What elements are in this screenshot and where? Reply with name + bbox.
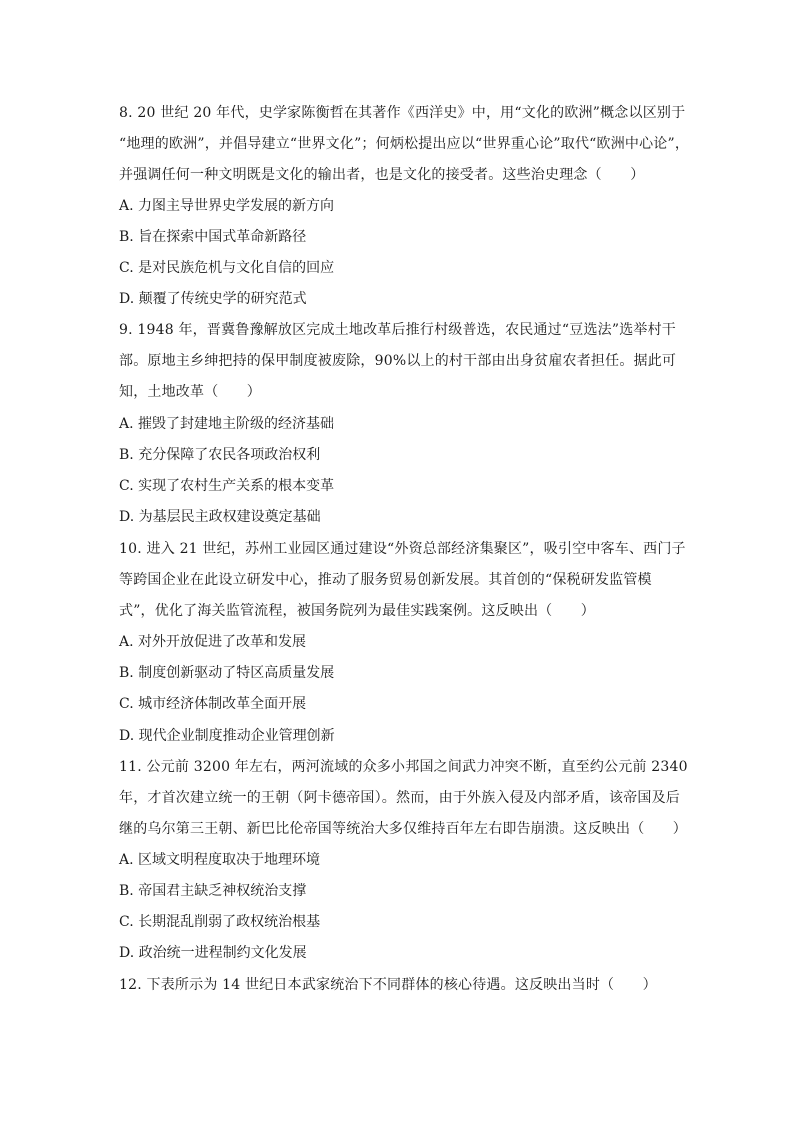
question-10-option-c: C. 城市经济体制改革全面开展 xyxy=(119,696,307,712)
question-9-line-1: 9. 1948 年，晋冀鲁豫解放区完成土地改革后推行村级普选，农民通过“豆选法”选举村干 xyxy=(119,322,676,338)
question-8-option-a: A. 力图主导世界史学发展的新方向 xyxy=(119,198,335,214)
question-8-option-b: B. 旨在探索中国式革命新路径 xyxy=(119,229,307,245)
question-9-option-d: D. 为基层民主政权建设奠定基础 xyxy=(119,509,321,525)
question-9-line-3: 知，土地改革（ ） xyxy=(119,384,261,400)
question-9-option-c: C. 实现了农村生产关系的根本变革 xyxy=(119,478,335,494)
question-11-option-a: A. 区域文明程度取决于地理环境 xyxy=(119,852,321,868)
question-9-line-2: 部。原地主乡绅把持的保甲制度被废除，90%以上的村干部由出身贫雇农者担任。据此可 xyxy=(119,353,677,369)
question-11-line-2: 年，才首次建立统一的王朝（阿卡德帝国）。然而，由于外族入侵及内部矛盾，该帝国及后 xyxy=(119,790,680,806)
question-10-line-3: 式”，优化了海关监管流程，被国务院列为最佳实践案例。这反映出（ ） xyxy=(119,603,595,619)
question-8-line-2: “地理的欧洲”，并倡导建立“世界文化”；何炳松提出应以“世界重心论”取代“欧洲中心论”， xyxy=(119,136,690,152)
question-11-option-d: D. 政治统一进程制约文化发展 xyxy=(119,945,307,961)
question-11-line-3: 继的乌尔第三王朝、新巴比伦帝国等统治大多仅维持百年左右即告崩溃。这反映出（ ） xyxy=(119,821,687,837)
question-8-line-3: 并强调任何一种文明既是文化的输出者，也是文化的接受者。这些治史理念（ ） xyxy=(119,167,645,183)
question-10-option-b: B. 制度创新驱动了特区高质量发展 xyxy=(119,665,335,681)
question-8-option-c: C. 是对民族危机与文化自信的回应 xyxy=(119,260,335,276)
question-10-option-a: A. 对外开放促进了改革和发展 xyxy=(119,634,307,650)
question-10-line-1: 10. 进入 21 世纪，苏州工业园区通过建设“外资总部经济集聚区”，吸引空中客车、西门子 xyxy=(119,541,686,557)
question-12-line-1: 12. 下表所示为 14 世纪日本武家统治下不同群体的核心待遇。这反映出当时（ ） xyxy=(119,977,657,993)
question-9-option-b: B. 充分保障了农民各项政治权利 xyxy=(119,447,321,463)
question-8-option-d: D. 颠覆了传统史学的研究范式 xyxy=(119,291,307,307)
question-9-option-a: A. 摧毁了封建地主阶级的经济基础 xyxy=(119,416,335,432)
question-10-line-2: 等跨国企业在此设立研发中心，推动了服务贸易创新发展。其首创的“保税研发监管模 xyxy=(119,572,652,588)
question-10-option-d: D. 现代企业制度推动企业管理创新 xyxy=(119,728,335,744)
question-11-line-1: 11. 公元前 3200 年左右，两河流域的众多小邦国之间武力冲突不断，直至约公元前 2340 xyxy=(119,759,688,775)
question-11-option-b: B. 帝国君主缺乏神权统治支撑 xyxy=(119,883,307,899)
question-8-line-1: 8. 20 世纪 20 年代，史学家陈衡哲在其著作《西洋史》中，用“文化的欧洲”概念以区别于 xyxy=(119,105,686,121)
question-11-option-c: C. 长期混乱削弱了政权统治根基 xyxy=(119,914,321,930)
